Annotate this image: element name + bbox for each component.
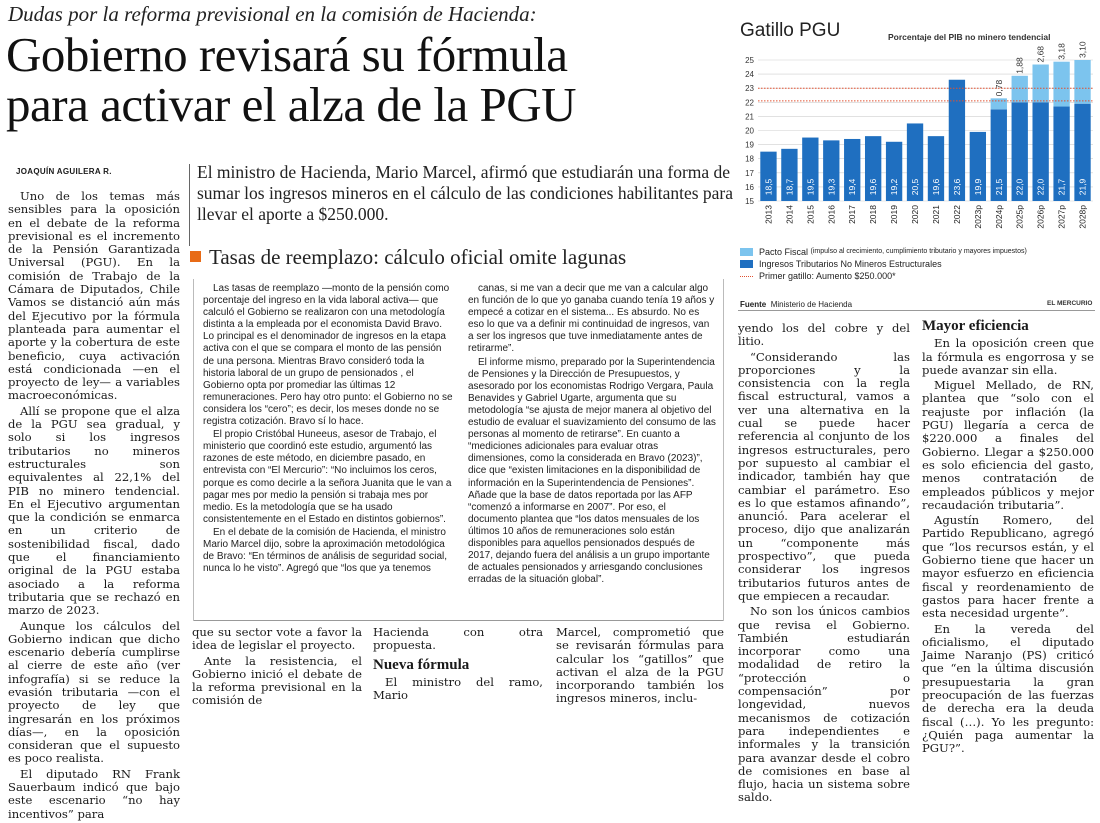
paragraph: Ante la resistencia, el Gobierno inició el debate de la reforma previsional en la comisión de [192,653,362,708]
paragraph: El diputado RN Frank Sauerbaum indicó que bajo este escenario “no hay incentivos” para [8,766,180,821]
article-kicker: Dudas por la reforma previsional en la comisión de Hacienda: [8,2,537,26]
paragraph: Aunque los cálculos del Gobierno indican que dicho escenario debería cumplirse al cierre de este año (ver infografía) si se reduce la evasión tributaria —con el proyecto de ley que ingresarán en los próximos días—, en la oposición consideran que el supuesto es poco realista. [8,618,180,766]
paragraph: El informe mismo, preparado por la Superintendencia de Pensiones y la Dirección de Presupuestos, y asesorado por los economistas Rodrigo Vergara, Paula Benavides y Gabriel Ugarte, argumenta que su metodología “se ajusta de mejor manera al objetivo del estudio de evaluar el suavizamiento del consumo de las personas al momento de retirarse”. En cuanto a “mediciones adicionales para evaluar otras dimensiones, como la considerada en Bravo (2023)”, dice que “existen limitaciones en la disponibilidad de información en la Superintendencia de Pensiones”. Añade que la base de datos reportada por las AFP “comenzó a informarse en 2007”. Por eso, el documento plantea que “los datos mensuales de los últimos 10 años de remuneraciones solo están disponibles para aquellos pensionados después de 2017, dejando fuera del análisis a un grupo importante de actuales pensionados y arriesgando conclusiones erradas de la situación global”. [468,356,716,586]
orange-square-icon [190,251,201,262]
y-tick-label: 21 [745,112,754,122]
paragraph: No son los únicos cambios que revisa el Gobierno. También estudiarán incorporar como una modalidad de retiro la “protección o compensación” por longevidad, nuevos mecanismos de cotización para independientes e informales y la transición para avanzar desde el cobro de comisiones en base al flujo, hacia un sistema sobre saldo. [738,604,910,805]
paragraph: Agustín Romero, del Partido Republicano, agregó que “los recursos están, y el Gobierno tiene que hacer un mayor esfuerzo en eficiencia fiscal y reordenamiento de gastos para hacer frente a esta necesidad urgente”. [922,513,1094,621]
bar-pacto-fiscal [1074,60,1090,104]
legend-swatch-dark [740,260,753,268]
x-tick-label: 2016 [826,205,837,224]
bar-pacto-fiscal [1053,62,1069,107]
article-column-4 [556,626,724,708]
article-column-2 [192,626,362,710]
article-deck [189,162,739,225]
legend-dotted-line [740,276,753,277]
legend-label: Ingresos Tributarios No Mineros Estructurales [759,259,942,269]
x-tick-label: 2020 [910,205,921,224]
y-tick-label: 24 [745,70,754,80]
x-tick-label: 2018 [868,205,879,224]
bar-value-label: 19,5 [805,178,816,196]
x-tick-label: 2019 [889,205,900,224]
bar-value-label: 22,0 [1014,178,1025,196]
paragraph: Miguel Mellado, de RN, plantea que “solo con el reajuste por inflación (la PGU) llegaría a cerca de $220.000 a finales del Gobierno. Llegar a $250.000 es solo eficiencia del gasto, menos contratación de empleados públicos y mejor recaudación tributaria”. [922,378,1094,512]
x-tick-label: 2013 [763,205,774,224]
y-tick-label: 20 [745,126,754,136]
y-tick-label: 23 [745,84,754,94]
box-title [190,245,730,270]
deck-text: El ministro de Hacienda, Mario Marcel, afirmó que estudiarán una forma de sumar los ingresos mineros en el cálculo de las condiciones habilitantes para llevar el aporte a $250.000. [197,162,734,224]
paragraph: “Considerando las proporciones y la consistencia con la regla fiscal estructural, vamos a ver una alternativa en la cual se puede hacer referencia al conjunto de los ingresos estructurales, pero por supuesto al cambiar el indicador, también hay que cambiar el parámetro. Eso es lo que estamos afinando”, anunció. Para acelerar el proceso, dijo que analizarán un “componente más prospectivo”, que pueda considerar los ingresos tributarios futuros antes de que empiecen a recaudar. [738,349,910,603]
paragraph: El ministro del ramo, Mario [373,674,543,703]
publisher-credit: EL MERCURIO [1047,300,1093,307]
article-column-6 [922,318,1094,758]
article-column-3 [373,626,543,704]
bar-pacto-label: 3,18 [1056,43,1067,60]
y-tick-label: 22 [745,98,754,108]
bar-pacto-fiscal [991,98,1007,109]
subhead-mayor-eficiencia: Mayor eficiencia [922,318,1029,334]
byline: JOAQUÍN AGUILERA R. [16,167,112,176]
x-tick-label: 2015 [805,205,816,224]
chart-subtitle: Porcentaje del PIB no minero tendencial [888,32,1051,42]
paragraph: En la vereda del oficialismo, el diputado Jaime Naranjo (PS) criticó que “en la última discusión presupuestaria la gran preocupación de las fuerzas de derecha era la deuda fiscal (…). Yo les pregunto: ¿Quién paga aumentar la PGU?”. [922,621,1094,756]
legend-label: Primer gatillo: Aumento $250.000* [759,271,896,281]
box-left-rule [193,279,194,621]
y-tick-label: 17 [745,168,754,178]
x-tick-label: 2026p [1035,205,1046,229]
bar-value-label: 19,3 [826,178,837,196]
source-label: Fuente [740,300,767,309]
paragraph: Las tasas de reemplazo —monto de la pensión como porcentaje del ingreso en la vida laboral activa— que calculó el Gobierno se realizaron con una metodología distinta a la empleada por el economista David Bravo. Lo principal es el denominador de ingresos en la etapa activa con el que se compara el monto de las pensión de una persona. Mientras Bravo consideró toda la historia laboral de un grupo de pensionados , el Gobierno opta por promediar las últimas 12 remuneraciones. Pero hay otro punto: el Gobierno no se considera los “cero”; es decir, los meses donde no se registra cotización. Bravo sí lo hace. [203,283,453,428]
legend-note: (impulso al crecimiento, cumplimiento tributario y mayores impuestos) [810,248,1027,255]
bar-value-label: 21,7 [1056,178,1067,196]
paragraph: Hacienda con otra propuesta. [373,625,543,653]
box-column-2 [468,283,716,587]
deck-rule [189,164,190,246]
chart-legend [740,246,1027,282]
bar-pacto-label: 3,10 [1077,41,1088,58]
bar-value-label: 22,0 [1035,178,1046,196]
paragraph: que su sector vote a favor la idea de legislar el proyecto. [192,625,362,653]
article-column-5 [738,322,910,807]
chart-source [740,300,852,309]
bar-value-label: 19,6 [868,178,879,196]
x-tick-label: 2025p [1014,205,1025,229]
box-column-1 [203,283,455,576]
x-tick-label: 2024p [993,205,1004,229]
chart-title: Gatillo PGU [740,20,841,41]
box-title-text: Tasas de reemplazo: cálculo oficial omite lagunas [209,245,627,269]
bar-pacto-label: 2,68 [1035,45,1046,63]
x-tick-label: 2028p [1077,205,1088,229]
source-text: Ministerio de Hacienda [770,300,853,309]
y-tick-label: 16 [745,182,754,192]
x-tick-label: 2022 [951,205,962,224]
paragraph: yendo los del cobre y del litio. [738,321,910,349]
y-tick-label: 19 [745,140,754,150]
x-tick-label: 2014 [784,205,795,224]
legend-item-gatillo [740,270,1027,282]
bar-pacto-label: 0,78 [993,79,1004,97]
x-tick-label: 2017 [847,205,858,224]
legend-item-ingresos [740,258,1027,270]
bar-value-label: 19,4 [847,178,858,196]
bar-value-label: 23,6 [951,178,962,196]
bar-value-label: 18,7 [784,178,795,196]
headline-line-2: para activar el alza de la PGU [6,77,576,132]
paragraph: Allí se propone que el alza de la PGU sea gradual, y solo si los ingresos tributarios no mineros estructurales son equivalentes al 22,1% del PIB no minero tendencial. En el Ejecutivo argumentan que la condición se enmarca en un criterio de sostenibilidad fiscal, dado que el financiamiento original de la PGU estaba asociado a la reforma tributaria que se rechazó en marzo de 2023. [8,403,180,618]
gatillo-pgu-chart [738,41,1098,245]
x-tick-label: 2027p [1056,205,1067,229]
bar-value-label: 19,2 [889,178,900,196]
x-tick-label: 2021 [930,205,941,224]
paragraph: Uno de los temas más sensibles para la oposición en el debate de la reforma previsional es el incremento de la Pensión Garantizada Universal (PGU). En la comisión de Trabajo de la Cámara de Diputados, Chile Vamos se distanció aún más del Ejecutivo por la fórmula planteada para aumentar el aporte y la cobertura de este beneficio, cuya activación está condicionada —en el proyecto de ley— a variables macroeconómicas. [8,189,180,403]
legend-swatch-light [740,248,753,256]
y-tick-label: 15 [745,197,754,206]
legend-label: Pacto Fiscal [759,247,809,257]
article-headline [6,27,726,132]
bar-value-label: 21,5 [993,178,1004,196]
bar-value-label: 21,9 [1077,178,1088,196]
paragraph: En el debate de la comisión de Hacienda, el ministro Mario Marcel dijo, sobre la aproximación metodológica de Bravo: “En términos de análisis de seguridad social, nunca lo he visto”. Agregó que “los que ya tenemos [203,526,448,575]
subhead-nueva-formula: Nueva fórmula [373,656,470,673]
y-tick-label: 18 [745,154,754,164]
y-tick-label: 25 [745,56,754,65]
paragraph: canas, si me van a decir que me van a calcular algo en función de lo que yo ganaba cuando tenía 19 años y empecé a cotizar en el sistema... Es absurdo. No es eso lo que va a definir mi continuidad de ingresos, van a ser los ingresos que tuve inmediatamente antes de retirarme”. [468,283,715,355]
paragraph: Marcel, comprometió que se revisarán fórmulas para calcular los “gatillos” que activan el alza de la PGU incorporando también los ingresos mineros, inclu- [556,625,724,706]
bar-value-label: 18,5 [763,178,774,196]
article-column-1 [8,190,180,823]
box-right-rule [723,279,724,621]
headline-line-1: Gobierno revisará su fórmula [6,27,568,82]
paragraph: El propio Cristóbal Huneeus, asesor de Trabajo, el ministerio que coordinó este estudio, argumentó las razones de este método, en diciembre pasado, en entrevista con “El Mercurio”: “No incluimos los ceros, porque es como decirle a la señora Juanita que le van a pagar mes por medio la pensión si trabaja mes por medio. Es la metodología que se ha usado consistentemente en el Estado en distintos gobiernos”. [203,429,452,525]
bar-pacto-label: 1,88 [1014,57,1025,74]
x-tick-label: 2023p [972,205,983,229]
chart-bottom-rule [738,310,1095,311]
paragraph: En la oposición creen que la fórmula es engorrosa y se puede avanzar sin ella. [922,336,1094,377]
bar-value-label: 19,6 [930,178,941,196]
bar-value-label: 20,5 [910,178,921,196]
bar-pacto-fiscal [1012,76,1028,103]
legend-item-pacto [740,246,1027,258]
bar-value-label: 19,9 [972,178,983,196]
bar-pacto-fiscal [1032,65,1048,103]
